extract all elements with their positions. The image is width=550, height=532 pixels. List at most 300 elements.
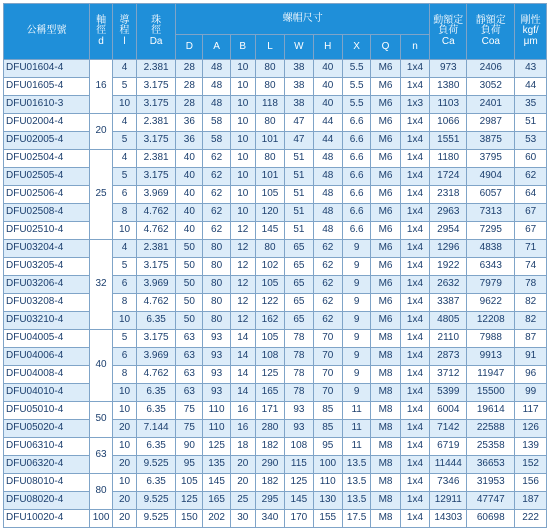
shaft-diameter-cell: 63 — [90, 438, 113, 474]
table-row — [4, 402, 547, 420]
shaft-diameter-cell: 16 — [90, 60, 113, 114]
cell-d: 28 — [176, 78, 203, 96]
cell-da: 3.969 — [136, 276, 175, 294]
cell-b: 12 — [230, 276, 255, 294]
cell-da: 3.175 — [136, 78, 175, 96]
cell-w: 51 — [285, 186, 313, 204]
cell-b: 14 — [230, 348, 255, 366]
model-cell: DFU03210-4 — [4, 312, 90, 330]
cell-coa: 15500 — [467, 384, 515, 402]
cell-d: 28 — [176, 96, 203, 114]
cell-w: 51 — [285, 168, 313, 186]
cell-h: 44 — [313, 114, 342, 132]
cell-x: 6.6 — [342, 168, 370, 186]
model-cell: DFU01610-3 — [4, 96, 90, 114]
cell-ca: 1551 — [430, 132, 467, 150]
table-row — [4, 330, 547, 348]
model-cell: DFU02505-4 — [4, 168, 90, 186]
cell-h: 85 — [313, 420, 342, 438]
table-row — [4, 60, 547, 78]
cell-k: 67 — [515, 204, 547, 222]
table-row — [4, 150, 547, 168]
cell-ca: 2873 — [430, 348, 467, 366]
cell-da: 9.525 — [136, 456, 175, 474]
model-cell: DFU05020-4 — [4, 420, 90, 438]
cell-d: 40 — [176, 150, 203, 168]
cell-d: 50 — [176, 312, 203, 330]
cell-w: 93 — [285, 420, 313, 438]
cell-q: M6 — [371, 276, 400, 294]
cell-coa: 60698 — [467, 510, 515, 528]
cell-a: 93 — [203, 330, 230, 348]
cell-w: 51 — [285, 150, 313, 168]
ball-screw-nut-spec-table — [3, 3, 547, 528]
cell-w: 47 — [285, 114, 313, 132]
cell-q: M6 — [371, 240, 400, 258]
cell-q: M6 — [371, 222, 400, 240]
cell-l: 101 — [255, 168, 284, 186]
cell-h: 62 — [313, 294, 342, 312]
cell-b: 30 — [230, 510, 255, 528]
cell-b: 20 — [230, 474, 255, 492]
cell-k: 187 — [515, 492, 547, 510]
cell-d: 36 — [176, 114, 203, 132]
model-cell: DFU02506-4 — [4, 186, 90, 204]
table-row — [4, 456, 547, 474]
table-row — [4, 366, 547, 384]
cell-q: M6 — [371, 132, 400, 150]
cell-a: 93 — [203, 366, 230, 384]
cell-l: 171 — [255, 402, 284, 420]
cell-k: 71 — [515, 240, 547, 258]
cell-q: M8 — [371, 402, 400, 420]
cell-h: 110 — [313, 474, 342, 492]
cell-h: 40 — [313, 78, 342, 96]
cell-h: 48 — [313, 150, 342, 168]
cell-ca: 2318 — [430, 186, 467, 204]
cell-k: 67 — [515, 222, 547, 240]
cell-a: 202 — [203, 510, 230, 528]
cell-n: 1x4 — [400, 60, 430, 78]
cell-a: 125 — [203, 438, 230, 456]
cell-h: 70 — [313, 366, 342, 384]
cell-q: M6 — [371, 312, 400, 330]
model-cell: DFU03205-4 — [4, 258, 90, 276]
cell-l: 105 — [255, 276, 284, 294]
cell-l: 145 — [255, 222, 284, 240]
cell-a: 145 — [203, 474, 230, 492]
cell-k: 139 — [515, 438, 547, 456]
cell-x: 6.6 — [342, 132, 370, 150]
cell-x: 9 — [342, 258, 370, 276]
cell-k: 126 — [515, 420, 547, 438]
cell-x: 11 — [342, 402, 370, 420]
cell-da: 7.144 — [136, 420, 175, 438]
cell-h: 44 — [313, 132, 342, 150]
cell-coa: 3795 — [467, 150, 515, 168]
cell-q: M8 — [371, 456, 400, 474]
cell-d: 63 — [176, 384, 203, 402]
table-row — [4, 510, 547, 528]
header-dim-q: Q — [371, 35, 400, 60]
model-cell: DFU05010-4 — [4, 402, 90, 420]
header-dim-b: B — [230, 35, 255, 60]
cell-l: 125 — [255, 366, 284, 384]
cell-coa: 25358 — [467, 438, 515, 456]
cell-x: 11 — [342, 420, 370, 438]
cell-n: 1x4 — [400, 510, 430, 528]
cell-w: 78 — [285, 348, 313, 366]
table-row — [4, 474, 547, 492]
cell-l: 8 — [113, 294, 137, 312]
cell-a: 62 — [203, 150, 230, 168]
cell-da: 6.35 — [136, 312, 175, 330]
table-row — [4, 438, 547, 456]
cell-ca: 1380 — [430, 78, 467, 96]
cell-k: 91 — [515, 348, 547, 366]
cell-h: 48 — [313, 186, 342, 204]
cell-n: 1x4 — [400, 276, 430, 294]
cell-h: 62 — [313, 258, 342, 276]
cell-h: 48 — [313, 204, 342, 222]
cell-a: 93 — [203, 348, 230, 366]
cell-x: 13.5 — [342, 492, 370, 510]
model-cell: DFU06320-4 — [4, 456, 90, 474]
cell-d: 28 — [176, 60, 203, 78]
cell-w: 170 — [285, 510, 313, 528]
cell-l: 8 — [113, 204, 137, 222]
cell-x: 17.5 — [342, 510, 370, 528]
shaft-diameter-cell: 20 — [90, 114, 113, 150]
cell-b: 10 — [230, 96, 255, 114]
cell-a: 80 — [203, 276, 230, 294]
cell-h: 48 — [313, 222, 342, 240]
cell-b: 14 — [230, 366, 255, 384]
cell-q: M6 — [371, 204, 400, 222]
cell-l: 5 — [113, 168, 137, 186]
cell-n: 1x4 — [400, 150, 430, 168]
header-dynamic-load: 動額定 負荷 Ca — [430, 4, 467, 60]
cell-ca: 6719 — [430, 438, 467, 456]
cell-b: 10 — [230, 186, 255, 204]
cell-b: 10 — [230, 168, 255, 186]
cell-da: 4.762 — [136, 222, 175, 240]
cell-l: 5 — [113, 258, 137, 276]
cell-coa: 9622 — [467, 294, 515, 312]
cell-k: 43 — [515, 60, 547, 78]
cell-da: 2.381 — [136, 150, 175, 168]
cell-k: 51 — [515, 114, 547, 132]
cell-h: 70 — [313, 330, 342, 348]
cell-x: 13.5 — [342, 474, 370, 492]
cell-a: 80 — [203, 240, 230, 258]
model-cell: DFU02510-4 — [4, 222, 90, 240]
cell-l: 10 — [113, 312, 137, 330]
cell-w: 51 — [285, 222, 313, 240]
cell-coa: 6057 — [467, 186, 515, 204]
cell-l: 5 — [113, 78, 137, 96]
cell-d: 40 — [176, 204, 203, 222]
cell-w: 38 — [285, 78, 313, 96]
table-row — [4, 132, 547, 150]
cell-k: 60 — [515, 150, 547, 168]
model-cell: DFU04010-4 — [4, 384, 90, 402]
cell-q: M8 — [371, 384, 400, 402]
cell-a: 62 — [203, 168, 230, 186]
cell-a: 48 — [203, 60, 230, 78]
cell-l: 108 — [255, 348, 284, 366]
cell-coa: 22588 — [467, 420, 515, 438]
cell-l: 10 — [113, 96, 137, 114]
cell-k: 222 — [515, 510, 547, 528]
cell-h: 70 — [313, 384, 342, 402]
cell-coa: 9913 — [467, 348, 515, 366]
cell-q: M6 — [371, 78, 400, 96]
cell-h: 48 — [313, 168, 342, 186]
model-cell: DFU02504-4 — [4, 150, 90, 168]
cell-da: 6.35 — [136, 384, 175, 402]
cell-q: M6 — [371, 168, 400, 186]
cell-a: 135 — [203, 456, 230, 474]
cell-a: 110 — [203, 402, 230, 420]
cell-h: 100 — [313, 456, 342, 474]
cell-ca: 3387 — [430, 294, 467, 312]
cell-l: 182 — [255, 474, 284, 492]
cell-ca: 1724 — [430, 168, 467, 186]
table-row — [4, 222, 547, 240]
cell-ca: 2632 — [430, 276, 467, 294]
cell-a: 62 — [203, 204, 230, 222]
cell-l: 80 — [255, 60, 284, 78]
model-cell: DFU01604-4 — [4, 60, 90, 78]
cell-da: 6.35 — [136, 402, 175, 420]
header-rigidity: 剛性 kgf/ μm — [515, 4, 547, 60]
cell-k: 78 — [515, 276, 547, 294]
cell-k: 64 — [515, 186, 547, 204]
model-cell: DFU02508-4 — [4, 204, 90, 222]
cell-l: 122 — [255, 294, 284, 312]
cell-a: 80 — [203, 312, 230, 330]
table-row — [4, 96, 547, 114]
cell-l: 80 — [255, 78, 284, 96]
cell-k: 53 — [515, 132, 547, 150]
cell-n: 1x4 — [400, 330, 430, 348]
cell-coa: 36653 — [467, 456, 515, 474]
model-cell: DFU02004-4 — [4, 114, 90, 132]
cell-coa: 3875 — [467, 132, 515, 150]
cell-a: 48 — [203, 78, 230, 96]
cell-l: 6 — [113, 348, 137, 366]
cell-k: 62 — [515, 168, 547, 186]
cell-d: 50 — [176, 276, 203, 294]
cell-da: 3.175 — [136, 258, 175, 276]
cell-w: 38 — [285, 96, 313, 114]
cell-a: 93 — [203, 384, 230, 402]
table-row — [4, 420, 547, 438]
model-cell: DFU10020-4 — [4, 510, 90, 528]
cell-a: 58 — [203, 132, 230, 150]
cell-w: 65 — [285, 258, 313, 276]
cell-l: 340 — [255, 510, 284, 528]
cell-d: 63 — [176, 348, 203, 366]
cell-ca: 5399 — [430, 384, 467, 402]
cell-l: 20 — [113, 420, 137, 438]
cell-l: 80 — [255, 150, 284, 168]
cell-k: 35 — [515, 96, 547, 114]
table-row — [4, 258, 547, 276]
header-nut-dimensions: 螺帽尺寸 — [176, 4, 430, 35]
shaft-diameter-cell: 100 — [90, 510, 113, 528]
cell-d: 75 — [176, 420, 203, 438]
cell-q: M6 — [371, 114, 400, 132]
model-cell: DFU03206-4 — [4, 276, 90, 294]
cell-d: 125 — [176, 492, 203, 510]
cell-d: 50 — [176, 240, 203, 258]
cell-x: 6.6 — [342, 114, 370, 132]
table-row — [4, 492, 547, 510]
cell-x: 11 — [342, 438, 370, 456]
cell-coa: 7988 — [467, 330, 515, 348]
cell-n: 1x4 — [400, 402, 430, 420]
cell-q: M6 — [371, 96, 400, 114]
cell-b: 12 — [230, 222, 255, 240]
cell-l: 80 — [255, 114, 284, 132]
cell-a: 110 — [203, 420, 230, 438]
cell-l: 20 — [113, 492, 137, 510]
cell-n: 1x4 — [400, 474, 430, 492]
cell-coa: 7295 — [467, 222, 515, 240]
cell-coa: 7313 — [467, 204, 515, 222]
cell-w: 145 — [285, 492, 313, 510]
cell-n: 1x4 — [400, 492, 430, 510]
cell-n: 1x4 — [400, 114, 430, 132]
cell-coa: 7979 — [467, 276, 515, 294]
cell-k: 152 — [515, 456, 547, 474]
cell-d: 40 — [176, 168, 203, 186]
table-row — [4, 114, 547, 132]
cell-coa: 6343 — [467, 258, 515, 276]
cell-n: 1x4 — [400, 420, 430, 438]
cell-q: M8 — [371, 420, 400, 438]
cell-l: 101 — [255, 132, 284, 150]
cell-q: M8 — [371, 366, 400, 384]
cell-ca: 1296 — [430, 240, 467, 258]
cell-coa: 31953 — [467, 474, 515, 492]
cell-ca: 1103 — [430, 96, 467, 114]
cell-q: M8 — [371, 492, 400, 510]
cell-l: 290 — [255, 456, 284, 474]
cell-h: 40 — [313, 96, 342, 114]
cell-da: 3.175 — [136, 168, 175, 186]
cell-ca: 7346 — [430, 474, 467, 492]
cell-da: 3.969 — [136, 186, 175, 204]
cell-x: 6.6 — [342, 186, 370, 204]
cell-q: M6 — [371, 294, 400, 312]
cell-w: 65 — [285, 240, 313, 258]
cell-coa: 4904 — [467, 168, 515, 186]
cell-b: 10 — [230, 132, 255, 150]
cell-ca: 14303 — [430, 510, 467, 528]
cell-q: M6 — [371, 258, 400, 276]
model-cell: DFU08020-4 — [4, 492, 90, 510]
cell-b: 12 — [230, 240, 255, 258]
cell-q: M8 — [371, 348, 400, 366]
table-row — [4, 204, 547, 222]
cell-l: 280 — [255, 420, 284, 438]
cell-l: 20 — [113, 510, 137, 528]
cell-ca: 12911 — [430, 492, 467, 510]
model-cell: DFU01605-4 — [4, 78, 90, 96]
cell-coa: 2401 — [467, 96, 515, 114]
cell-l: 10 — [113, 402, 137, 420]
cell-a: 80 — [203, 258, 230, 276]
cell-n: 1x4 — [400, 132, 430, 150]
cell-d: 36 — [176, 132, 203, 150]
table-row — [4, 186, 547, 204]
cell-l: 105 — [255, 186, 284, 204]
cell-l: 80 — [255, 240, 284, 258]
cell-ca: 1066 — [430, 114, 467, 132]
cell-d: 90 — [176, 438, 203, 456]
cell-x: 5.5 — [342, 60, 370, 78]
cell-h: 85 — [313, 402, 342, 420]
cell-b: 12 — [230, 312, 255, 330]
cell-ca: 1922 — [430, 258, 467, 276]
model-cell: DFU06310-4 — [4, 438, 90, 456]
cell-l: 165 — [255, 384, 284, 402]
cell-k: 74 — [515, 258, 547, 276]
cell-n: 1x4 — [400, 204, 430, 222]
cell-x: 9 — [342, 276, 370, 294]
cell-d: 75 — [176, 402, 203, 420]
cell-x: 9 — [342, 348, 370, 366]
model-cell: DFU04008-4 — [4, 366, 90, 384]
cell-l: 20 — [113, 456, 137, 474]
cell-da: 3.969 — [136, 348, 175, 366]
cell-a: 62 — [203, 186, 230, 204]
cell-ca: 1180 — [430, 150, 467, 168]
model-cell: DFU03208-4 — [4, 294, 90, 312]
cell-l: 4 — [113, 150, 137, 168]
cell-da: 9.525 — [136, 510, 175, 528]
cell-a: 165 — [203, 492, 230, 510]
table-row — [4, 384, 547, 402]
table-row — [4, 312, 547, 330]
cell-da: 3.175 — [136, 96, 175, 114]
cell-da: 2.381 — [136, 240, 175, 258]
cell-b: 25 — [230, 492, 255, 510]
cell-w: 125 — [285, 474, 313, 492]
cell-h: 62 — [313, 276, 342, 294]
header-static-load: 靜額定 負荷 Coa — [467, 4, 515, 60]
cell-n: 1x4 — [400, 168, 430, 186]
cell-a: 80 — [203, 294, 230, 312]
cell-h: 155 — [313, 510, 342, 528]
cell-b: 10 — [230, 150, 255, 168]
shaft-diameter-cell: 80 — [90, 474, 113, 510]
cell-b: 20 — [230, 456, 255, 474]
cell-l: 118 — [255, 96, 284, 114]
table-row — [4, 276, 547, 294]
cell-l: 6 — [113, 186, 137, 204]
cell-d: 50 — [176, 294, 203, 312]
cell-coa: 12208 — [467, 312, 515, 330]
header-dim-h: H — [313, 35, 342, 60]
cell-l: 162 — [255, 312, 284, 330]
cell-coa: 2406 — [467, 60, 515, 78]
cell-q: M6 — [371, 60, 400, 78]
cell-l: 10 — [113, 222, 137, 240]
